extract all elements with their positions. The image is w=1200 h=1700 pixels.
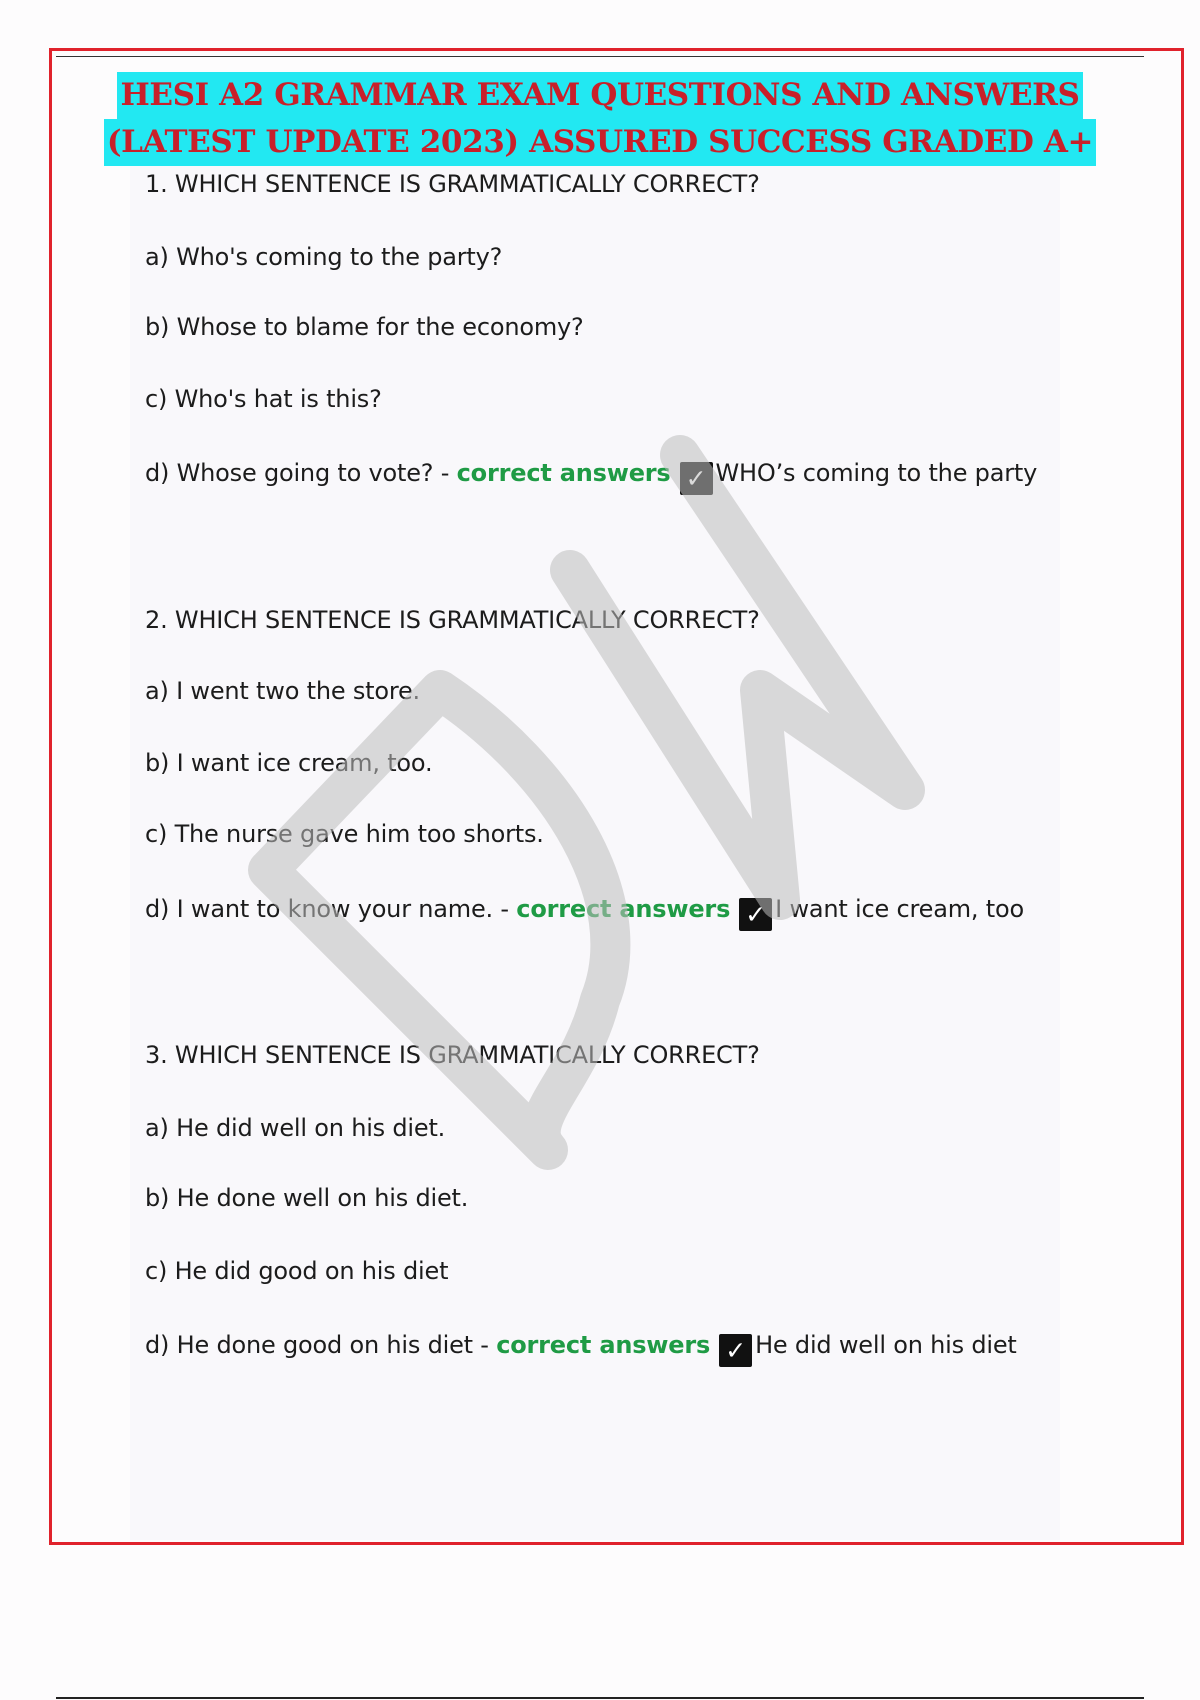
- bottom-rule: [56, 1697, 1144, 1699]
- answer-text: He did well on his diet: [755, 1331, 1017, 1359]
- option-b: b) Whose to blame for the economy?: [145, 313, 584, 341]
- document-title: [0, 72, 1200, 166]
- answer-text: I want ice cream, too: [775, 895, 1024, 923]
- option-d: d) He done good on his diet -: [145, 1331, 497, 1359]
- answer-text: WHO’s coming to the party: [715, 459, 1038, 487]
- correct-answers-label: correct answers: [516, 895, 731, 923]
- option-c: c) He did good on his diet: [145, 1257, 449, 1285]
- correct-answers-label: correct answers: [456, 459, 671, 487]
- question-heading: 2. WHICH SENTENCE IS GRAMMATICALLY CORRECT?: [145, 606, 760, 634]
- option-c: c) The nurse gave him too shorts.: [145, 820, 544, 848]
- title-line-2: (LATEST UPDATE 2023) ASSURED SUCCESS GRADED A+: [104, 119, 1096, 166]
- option-d: d) Whose going to vote? -: [145, 459, 457, 487]
- option-a: a) He did well on his diet.: [145, 1114, 446, 1142]
- option-d-with-answer: [145, 1331, 1017, 1367]
- option-d: d) I want to know your name. -: [145, 895, 517, 923]
- option-a: a) Who's coming to the party?: [145, 243, 503, 271]
- title-line-1: HESI A2 GRAMMAR EXAM QUESTIONS AND ANSWERS: [117, 72, 1082, 119]
- option-a: a) I went two the store.: [145, 677, 420, 705]
- check-box-icon: ✓: [680, 462, 713, 495]
- check-box-icon: ✓: [739, 898, 772, 931]
- check-box-icon: ✓: [719, 1334, 752, 1367]
- option-b: b) I want ice cream, too.: [145, 749, 433, 777]
- option-c: c) Who's hat is this?: [145, 385, 382, 413]
- question-heading: 1. WHICH SENTENCE IS GRAMMATICALLY CORRECT?: [145, 170, 760, 198]
- question-heading: 3. WHICH SENTENCE IS GRAMMATICALLY CORRECT?: [145, 1041, 760, 1069]
- page-frame: [49, 48, 1184, 1545]
- option-d-with-answer: [145, 459, 1037, 495]
- correct-answers-label: correct answers: [496, 1331, 711, 1359]
- option-d-with-answer: [145, 895, 1024, 931]
- option-b: b) He done well on his diet.: [145, 1184, 469, 1212]
